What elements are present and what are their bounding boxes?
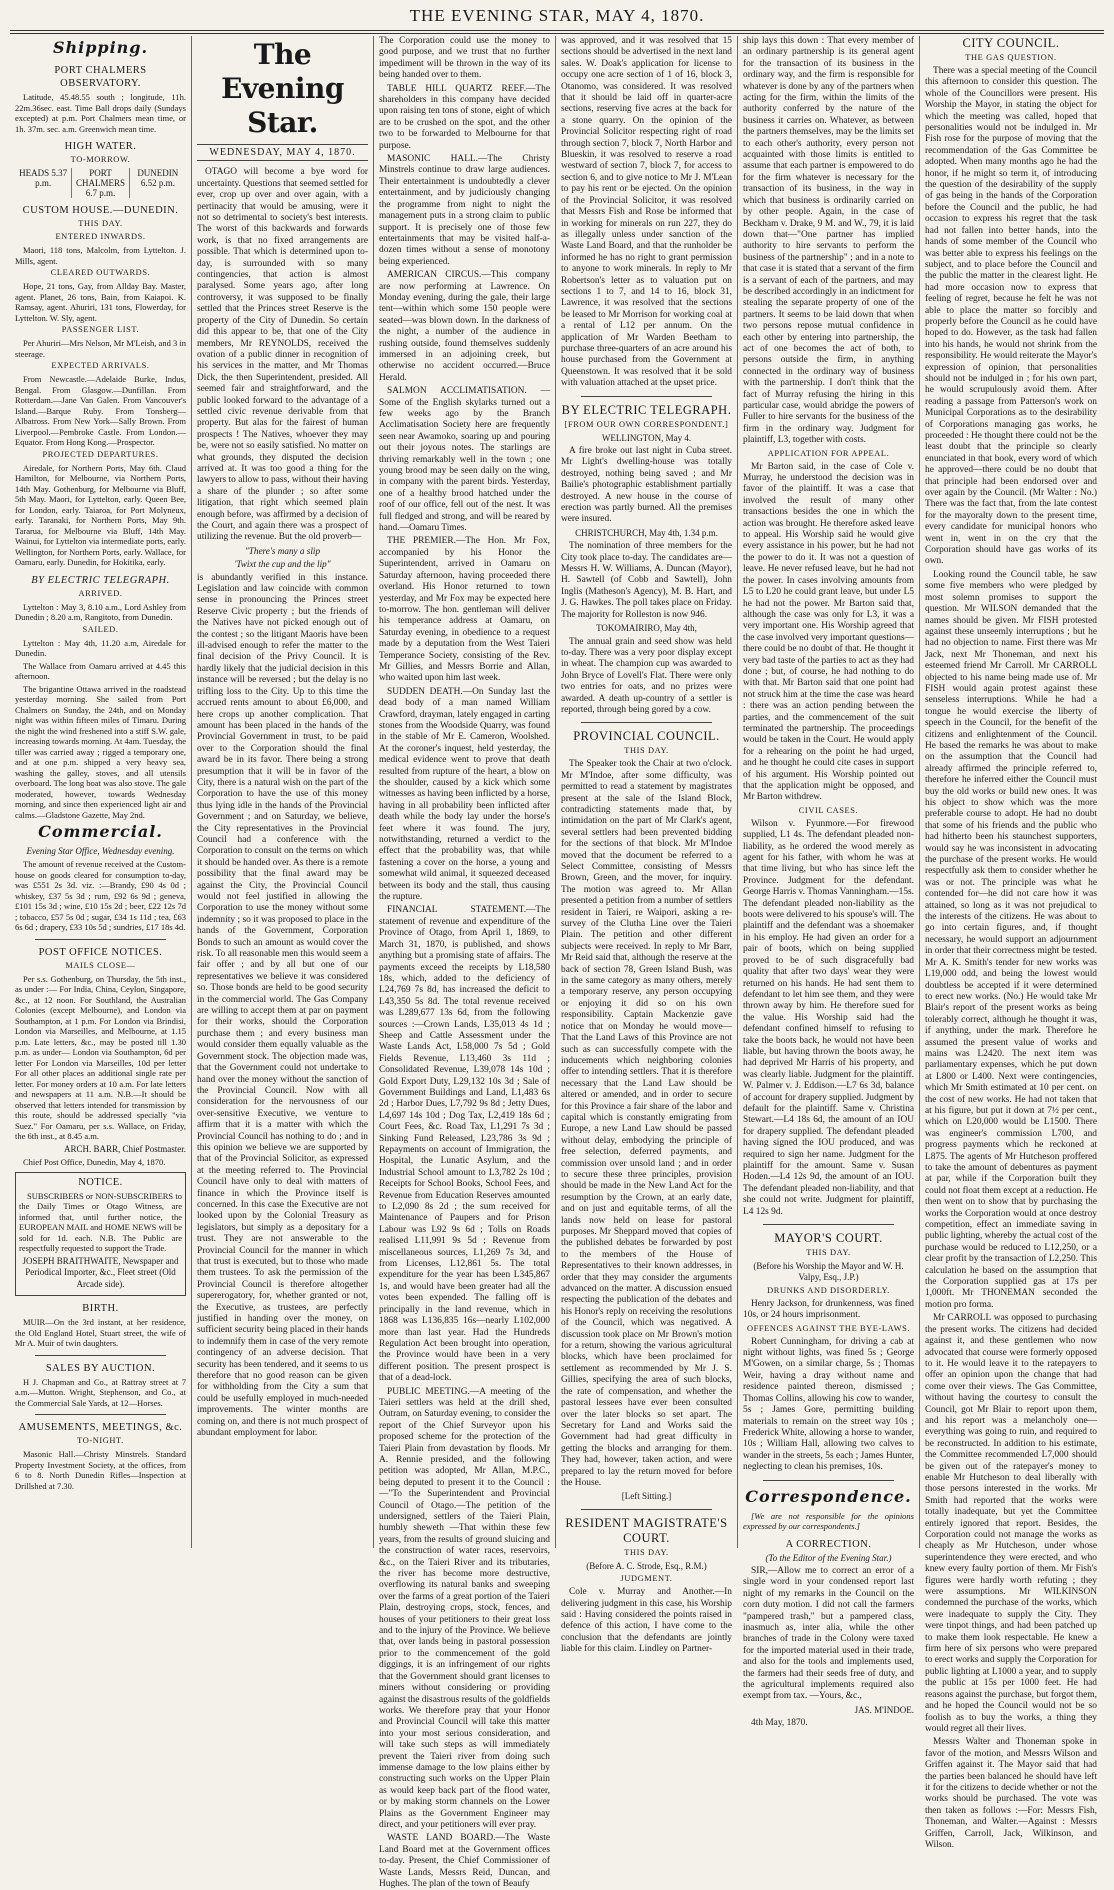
tomorrow-label: TO-MORROW. — [70, 155, 131, 164]
tide-heads: HEADS 5.37 p.m. — [15, 168, 72, 198]
mails-close: MAILS CLOSE— — [65, 960, 136, 970]
high-water-heading: HIGH WATER. — [64, 141, 137, 152]
correspondence-note: [We are not responsible for the opinions expressed by our correspondents.] — [743, 1510, 914, 1532]
letter-paragraph: SIR,—Allow me to correct an error of a single word in your condensed report last night of my remarks in the Council on the corn duty motion. I did not call the farmers "pampered trash," but a pampered class, inasmuch as, inter alia, while the other branches of trade in the Colony were taxed for the imported material used in their trade, and also for the tools and implements used, the farmers had their seeds free of duty, and the agricultural implements required also exempt from tax. —Yours, &c., — [743, 1565, 914, 1702]
council-paragraph: Messrs Walter and Thoneman spoke in favor of the motion, and Messrs Wilson and Griffen against it. The Mayor said that had the parties been balanced he should have left it for the citizens to decide whether or not the works should be purchased. The vote was then taken as follows :—For: Messrs Fish, Thoneman, and Walter.—Against : Messrs Griffen, Carroll, Jack, Wilkinson, and Wilson. — [925, 1737, 1097, 1850]
city-council-heading: CITY COUNCIL. — [962, 36, 1060, 50]
divider — [763, 1224, 894, 1225]
tide-dunedin: DUNEDIN 6.52 p.m. — [137, 168, 179, 188]
divider — [35, 1414, 166, 1415]
news-paragraph: The Corporation could use the money to good purpose, and we trust that no further impediment will be thrown in the way of its being handed over to them. — [379, 36, 550, 81]
divider — [35, 1355, 166, 1356]
birth-text: MUIR—On the 3rd instant, at her residence, the Old England Hotel, Stuart street, the wife of Mr A. Muir of twin daughters. — [15, 1317, 186, 1349]
auction-heading: SALES BY AUCTION. — [45, 1362, 156, 1374]
news-paragraph: was approved, and it was resolved that 15 sections should be advertised in the next land sales. W. Doak's application for license to occupy one acre section of 1 of 16, block 3, Otanomo, was considered. It was resolved that it should be laid off in quarter-acre sections, reserving five acres at the back for a stone quarry. On the opinion of the Provincial Solicitor respecting right of road through section 7, block 7, North Harbor and Blueskin, it was resolved to reserve a road westward of section 7, block 7, for access to section 6, and to give notice to Mr J. M'Lean to pay his rent or be ejected. On the opinion of the Provincial Solicitor, it was resolved that Messrs Fish and Rose be informed that in working for minerals on run 227, they do as illegally unless under sanction of the Waste Land Board, and that the runholder be informed he has no right to grant permission to anyone to work minerals. In reply to Mr Robertson's letter as to valuation put on sections 1 to 7, and 14 to 16, block 31, Lawrence, it was resolved that the sections be leased to Mr Morrison for working coal at a rental of L12 per annum. On the application of Mr Warden Beetham to purchase three-quarters of an acre around his house purchased from the Government at Queenstown. It was resolved that it be sold with valuation attached at the upset price. — [561, 36, 732, 389]
column-news — [374, 36, 556, 1889]
commercial-text: The amount of revenue received at the Custom-house on goods cleared for consumption to-day, was £551 2s 3d. viz. :—Brandy, £90 4s 0d ; whiskey, £37 5s 3d ; rum, £92 6s 9d ; geneva, £101 15s 3d ; wine, £10 15s 2d ; beer, £22 12s 7d ; tobacco, £57 5s 0d ; sugar, £34 1s 11d ; tea, £63 6s 6d ; drapery, £33 10s 5d ; sundries, £17 18s 4d. — [15, 859, 186, 933]
appeal-heading: APPLICATION FOR APPEAL. — [767, 448, 890, 458]
expected-heading: EXPECTED ARRIVALS. — [51, 361, 150, 370]
proverb-line: 'Twixt the cup and the lip" — [234, 559, 331, 570]
ottawa-text: The brigantine Ottawa arrived in the roadstead yesterday morning. She sailed from Port Chalmers on Sunday, the 24th, and on Monday night was within fifteen miles of Timaru. During the night the wind freshened into a stiff S.W. gale, increasing towards morning. At 4am. Tuesday, the tiller was carried away ; rigged a temporary one, and at one p.m. shipped a very heavy sea, washing the galley, stoves, and all utensils overboard. The long boat was also stove. The gale moderated, however, towards Wednesday morning, and since then experienced light air and calms.—Gladstone Gazette, May 2nd. — [15, 683, 186, 820]
news-paragraph: AMERICAN CIRCUS.—This company are now performing at Lawrence. On Monday evening, during the gale, their large tent—within which some 150 people were seated—was blown down. In the darkness of the night, a number of the audience in rushing outside, found themselves suddenly immersed in an adjoining creek, but otherwise no accident occurred.—Bruce Herald. — [379, 270, 550, 383]
rm-day: THIS DAY. — [624, 1547, 669, 1557]
notice-text: SUBSCRIBERS or NON-SUBSCRIBERS to the Daily Times or Otago Witness, are informed that, until further notice, the EUROPEAN MAIL and HOME NEWS will be sold for 1d. each. N.B. The Public are respectfully requested to support the Trade. — [19, 1190, 182, 1254]
correspondence-heading: Correspondence. — [745, 1486, 912, 1506]
customs-heading: CUSTOM HOUSE.—DUNEDIN. — [22, 205, 179, 216]
amusements-heading: AMUSEMENTS, MEETINGS, &c. — [18, 1422, 183, 1434]
tide-port-chalmers: PORT CHALMERS 6.7 p.m. — [72, 168, 129, 198]
editorial-paragraph: OTAGO will become a bye word for uncertainty. Questions that seemed settled for ever, crop up over and over again, with a pertinacity that would be amusing, were it not so detrimental to society's best interests. The worst of this backwards and forwards work, is that no fixed arrangements are possible. That which is determined upon to-day, is surrounded with so many contingencies, that action is almost paralysed. Some years ago, after long controversy, it was supposed to be finally settled that the Princes street Reserve is the property of the City of Dunedin. So certain did this appear to be, that one of the City members, Mr REYNOLDS, received the ovation of a public dinner in recognition of his services in the matter, and Mr Thomas Dick, the then Superintendent, presided. All seemed fair and straightforward, and the public looked forward to the advantage of a settled civic revenue derivable from that property. But alas for the fairest of human prospects ! The Natives, whoever they may be, were not so easily satisfied. No matter on what grounds, they disputed the decision arrived at. It was too good a thing for the lawyers to allow to pass, without their having a share of the plunder ; so after some litigation, that right which seemed plain enough before, was affirmed by a decision of the Court, and again there was a prospect of utilizing the revenue. But the old proverb— — [197, 167, 368, 543]
news-paragraph: FINANCIAL STATEMENT.—The statement of revenue and expenditure of the Province of Otago, from April 1, 1869, to March 31, 1870, is published, and shows anything but a promising state of affairs. The payments exceed the receipts by L18,580 18s, which, added to the deficiency of L24,769 7s 8d, has increased the deficit to L43,350 5s 8d. The total revenue received was L289,677 13s 6d, from the following sources :—Crown Lands, L35,013 4s 1d ; Sheep and Cattle Assessment under the Waste Lands Act, L58,000 7s 5d ; Gold Fields Revenue, L13,460 3s 11d ; Consolidated Revenue, L39,078 14s 10d ; Gold Export Duty, L29,132 10s 3d ; Sale of Government Buildings and Land, L1,483 6s 2d ; Harbor Dues, L7,792 9s 8d ; Jetty Dues, L4,697 14s 10d ; Dog Tax, L2,419 18s 6d ; Court Fees, &c. Road Tax, L1,291 7s 3d ; Sinking Fund Released, L23,786 3s 9d ; Repayments on account of Immigration, the Hospital, the Lunatic Asylum, and the Industrial School amount to L3,782 2s 10d ; Receipts for School Books, School Fees, and Revenue from Education Reserves amounted to L2,090 8s 2d ; the sum received for Maintenance of Paupers and for Prison Labour was L92 9s 6d ; Tolls on Roads realised L11,991 9s 5d ; Revenue from miscellaneous sources, L1,269 7s 3d, and from Licenses, L12,861 5s. The total expenditure for the year has been L345,867 1s, and would have been greater had all the votes been expended. The falling off is principally in the land revenue, which in 1868 was L136,835 16s—nearly L102,000 more than last year. Had the Hundreds Regulation Act been brought into operation, the Province would have been in a very different position. The present prospect is that of a dead-lock. — [379, 905, 550, 1384]
cleared-text: Hope, 21 tons, Gay, from Allday Bay. Master, agent. Planet, 26 tons, Bain, from Kaiapoi. K. Ramsay, agent. Ahuriri, 131 tons, Flowerday, for Lyttelton. W. Sly, agent. — [15, 281, 186, 323]
judgment-heading: JUDGMENT. — [620, 1574, 673, 1584]
telegraph-paragraph: A fire broke out last night in Cuba street. Mr Light's dwelling-house was totally destroyed, nothing being saved ; and Mr Bailie's photographic establishment partially destroyed. A new house in the course of erection was partly burned. All the premises were insured. — [561, 446, 732, 525]
column-editorial — [192, 36, 374, 1548]
amusements-text: Masonic Hall.—Christy Minstrels. Standard Property Investment Society, at the offices, from 6 to 8. North Dunedin Rifles—Inspection at Drillshed at 7.30. — [15, 1449, 186, 1491]
court-paragraph: Cole v. Murray and Another.—In delivering judgment in this case, his Worship said : Having considered the points raised in defence of this action, I have come to the conclusion that the defendants are jointly liable for this claim. Lindley on Partner- — [561, 1587, 732, 1655]
news-paragraph: PUBLIC MEETING.—A meeting of the Taieri settlers was held at the drill shed, Outram, on Saturday evening, to consider the report of the Chief Surveyor upon his proposed scheme for the protection of the Taieri Plain from devastation by floods. Mr A. Rennie presided, and the following petition was adopted, Mr Allan, M.P.C., being deputed to present it to the Council :—"To the Superintendent and Provincial Council of Otago.—The petition of the undersigned, settlers of the Taieri Plain, humbly sheweth —That within these few years, from the results of ground sluicing and the construction of water races, reservoirs, &c., on the Taieri River and its tributaries, the river has become more destructive, overflowing its natural banks and sweeping over the farms of a great portion of the Taieri Plain, destroying crops, stock, fences, and houses of your petitioners to their great loss and to the injury of the Province. We believe that, over lands being in pastoral possession prior to the commencement of the gold diggings, it is an infringement of our rights that the Government should grant licenses to miners without considering or providing against the disastrous results of the goldfields works. We therefore pray that your Honor and Provincial Council will take this matter into your most serious consideration, and will take such steps as will immediately prevent the Taieri river from doing such immense damage to the low plains either by constructing such works on the Upper Plain as would keep back part of the flood water, or by making storm channels on the Lower Plains as the Government Engineer may direct, and your petitioners will ever pray. — [379, 1386, 550, 1830]
divider — [581, 1509, 712, 1510]
divider — [35, 939, 166, 940]
court-paragraph: Wilson v. Fyunmore.—For firewood supplied, L1 4s. The defendant pleaded non-liability, as he ordered the wood merely as agent for his father, with whom he was at that time living, but who has since left the Province. Judgment for the defendant. George Harris v. Thomas Vanningham.—15s. The defendant pleaded non-liability as the boots were delivered to his spouse's will. The plaintiff and the defendant was a shoemaker in his employ. He had given an order for a pair of boots, which on being supplied proved to be of such disgracefully bad quality that after two days' wear they were returned on his hands. He had sent them to defendant to let him see them, and they were thrown away by him. He therefore sued for the value. His Worship said had the defendant confined himself to refusing to take the boots back, he would not have been liable, but having thrown the boots away, he had deprived Mr Harris of his property, and was clearly liable. Judgment for the plaintiff. W. Palmer v. J. Eddison.—L7 6s 3d, balance of account for drapery supplied. Judgment by default for the plaintiff. Same v. Christina Stewart.—L4 18s 6d, the amount of an IOU for drapery supplied. The defendant pleaded having signed the IOU produced, and was required to sign her name. Judgment for the plaintiff for the amount. Same v. Susan Hoden.—L4 12s 9d, the amount of an IOU. The defendant pleaded non-liability, and that she could not write. Judgment for plaintiff, L4 12s 9d. — [743, 818, 914, 1217]
passenger-heading: PASSENGER LIST. — [61, 325, 140, 334]
telegraph-paragraph: The annual grain and seed show was held to-day. There was a very poor display except in wheat. The champion cup was awarded to John Bryce of Lovell's Flat. There were only two entries for oats, and no prizes were awarded. A death up-country of a settler is reported, through being gored by a cow. — [561, 636, 732, 715]
civil-heading: CIVIL CASES. — [798, 805, 859, 815]
editorial-date: WEDNESDAY, MAY 4, 1870. — [197, 144, 368, 161]
customs-day: THIS DAY. — [78, 219, 123, 228]
news-paragraph: MASONIC HALL.—The Christy Minstrels continue to draw large audiences. Their entertainment is undoubtedly a clever entertainment, and by judiciously changing the programme from night to night the management puts in a strong claim to public support. It is precisely one of those few entertainments that may be visited half-a-dozen times without a sense of monotony being experienced. — [379, 154, 550, 267]
auction-text: H J. Chapman and Co., at Rattray street at 7 a.m.—Mutton. Wright, Stephenson, and Co., at the Commercial Sale Yards, at 12—Horses. — [15, 1376, 186, 1408]
rm-before: (Before A. C. Strode, Esq., R.M.) — [586, 1560, 707, 1571]
proverb-line: "There's many a slip — [244, 545, 321, 556]
news-paragraph: WASTE LAND BOARD.—The Waste Land Board met at the Government offices to-day. Present, the Chief Commissioner of Waste Lands, Messrs Reid, Duncan, and Hughes. The plan of the town of Beaufy — [379, 1833, 550, 1889]
divider — [763, 1480, 894, 1481]
mayors-court-heading: MAYOR'S COURT. — [774, 1231, 883, 1246]
court-paragraph: Henry Jackson, for drunkenness, was fined 10s, or 24 hours imprisonment. — [743, 1298, 914, 1321]
projected-text: Airedale, for Northern Ports, May 6th. Claud Hamilton, for Melbourne, via Northern Ports, 14th May. Gothenburg, for Melbourne via Bluff, 5th May. Maori, for Lyttelton, early. Queen Bee, for London, early. Taiaroa, for Port Molyneux, early. Taranaki, for Northern Ports, May 9th. Tararua, for Melbourne via Bluff, 14th May. Wainui, for Lyttelton via intermediate ports, early. Wellington, for Northern Ports, early. Wallace, for Oamaru, early. Dunedin, for Hokitika, early. — [15, 462, 186, 567]
divider — [581, 396, 712, 397]
dateline-wellington: WELLINGTON, May 4. — [601, 432, 692, 443]
tonight-label: TO-NIGHT. — [77, 1436, 124, 1446]
provincial-council-heading: PROVINCIAL COUNCIL. — [573, 729, 720, 744]
notice-heading: NOTICE. — [78, 1176, 123, 1188]
left-sitting: [Left Sitting.] — [621, 1491, 672, 1502]
entered-heading: ENTERED INWARDS. — [55, 232, 146, 241]
post-heading: POST OFFICE NOTICES. — [38, 946, 163, 958]
post-signature: ARCH. BARR, Chief Postmaster. — [63, 1143, 186, 1154]
electric-heading: BY ELECTRIC TELEGRAPH. — [31, 574, 170, 586]
masthead-rule — [10, 30, 1104, 31]
drunk-heading: DRUNKS AND DISORDERLY. — [767, 1285, 890, 1295]
sailed-text: Lyttelton : May 4th, 11.20 a.m, Airedale for Dunedin. — [15, 637, 186, 658]
rm-court-heading: RESIDENT MAGISTRATE'S COURT. — [565, 1515, 728, 1545]
entered-text: Maori, 118 tons, Malcolm, from Lyttelton. J. Mills, agent. — [15, 245, 186, 266]
dateline-christchurch: CHRISTCHURCH, May 4th, 1.34 p.m. — [575, 527, 718, 538]
wallace-text: The Wallace from Oamaru arrived at 4.45 this afternoon. — [15, 660, 186, 681]
column-council — [920, 36, 1102, 1850]
passenger-text: Per Ahuriri—Mrs Nelson, Mr M'Leish, and 3 in steerage. — [15, 338, 186, 359]
council-paragraph: Mr CARROLL was opposed to purchasing the present works. The citizens had decided against it, and these gentlemen who now advocated that course were formerly opposed to it. He would leave it to the ratepayers to offer an opinion upon the change that had come over their views. The Gas Committee, without having the courtesy to consult the Council, got Mr Blair to report upon them, and his report was a melancholy one—everything was going to ruin, and required to be reconstructed. In addition to his estimate, the Committee recommended L7,000 should be given out of the ratepayer's money to enable Mr Hutcheson to deal liberally with those persons interested in the works. Mr Smith had reported that the works were totally inadequate, but yet the Committee entirely ignored that report. Besides, the Corporation could not manage the works as cheaply as Mr Hutcheson, under whose superintendence they were erected, and who knew every faulty portion of them. Mr Fish's figures were hardly worth refuting ; they were assumptions. Mr WILKINSON condemned the purchase of the works, which were inadequate to supply the City. They were tinpot things, and had been patched up to make them look respectable. He knew a firm here of six persons who were prepared to erect works and supply the Corporation for public lighting at L1000 a year, and to supply the public at 15s per 1000 feet. He had reasons against the purchase, but forgot them, and he hoped the Council would not be so foolish as to buy the works, a thing they would regret all their lives. — [925, 1313, 1097, 1734]
letter-signature: JAS. M'INDOE. — [854, 1704, 914, 1715]
provincial-day: THIS DAY. — [624, 746, 669, 756]
arrived-heading: ARRIVED. — [78, 588, 123, 598]
observatory-heading: PORT CHALMERS OBSERVATORY. — [54, 65, 147, 89]
mayor-day: THIS DAY. — [806, 1248, 851, 1258]
notice-signature: JOSEPH BRAITHWAITE, Newspaper and Periodical Importer, &c., Fleet street (Old Arcade side). — [22, 1255, 179, 1289]
council-paragraph: The Speaker took the Chair at two o'clock. Mr M'Indoe, after some difficulty, was permitted to read a statement by magistrates present at the sale of the Island Block, contradicting statements made that, by intimidation on the part of Mr Clark's agent, several settlers had been prevented bidding for the sections of that block. Mr M'Indoe moved that the document be referred to a Select Committee, consisting of Messrs Brown, Green, and the mover, for inquiry. The motion was agreed to. Mr Allan presented a petition from a number of settlers resident in Taieri, re Waipori, asking a re-survey of the Clutha Line over the Taieri Plain. The petition and other different subjects were received. In reply to Mr Barr, Mr Reid said that, although the reserve at the back of section 78, Green Island Bush, was in the same category as many others, merely a temporary reserve, any person occupying or enjoying it did so on his own responsibility. Captain Mackenzie gave notice that on Monday he would move—That the Land Laws of this Province are not such as can successfully compete with the inducements which neighboring colonies offer to intending settlers. That it is therefore necessary that the Land Law should be altered or amended, and in order to secure for this Province a fair share of the labor and capital which is constantly emigrating from Europe, a new Land Law should be passed without delay, embodying the principle of free selection, deferred payments, and commission over unsold land ; and in order to secure these three principles, provision should be made in the New Land Act for the resumption by the Crown, at an early date, and on just and equitable terms, of all the lands now held on lease for pastoral purposes. Mr Sheppard moved that copies of the published debates be forwarded by post to the members of the House of Representatives to their known addresses, in order that they may consider the arguments advanced on the matter. A discussion ensued respecting the publication of the debates and his Honor's reply on receiving the resolutions of the Council, which was negatived. A discussion took place on Mr Brown's motion for a return, showing the various agricultural blocks, which have been proclaimed for settlement as recommended by Mr J. S. Gillies, specifying the area of such blocks, the rate of compensation, and whether the pastoral lessees have ever been consulted over the later blocks so set apart. The Secretary for Land and Works said the Government had had great difficulty in getting the blocks and arranging for them. They had, however, taken action, and were prepared to lay the return moved for before the House. — [561, 759, 732, 1488]
column-shipping — [10, 36, 192, 1548]
news-paragraph: SALMON ACCLIMATISATION. — Some of the English skylarks turned out a few weeks ago by the Branch Acclimatisation Society here are frequently seen near Awamoko, soaring up and pouring out their joyous notes. The starlings are thriving remarkably well in the town ; one young brood may be seen daily on the wing, in company with the parent birds. Yesterday, one of a healthy brood hatched under the roof of our office, fell out of the nest. It was full fledged and strong, and will be reared by hand.—Oamaru Times. — [379, 386, 550, 534]
editorial-paragraph: is abundantly verified in this instance. Legislation and law coincide with common sense in pronouncing the Princes street Reserve Civic property ; but the friends of the Natives have not picked enough out of the contest ; so the litigant Maoris have been ill-advised enough to refer the matter to the final decision of the Privy Council. It is hardly likely that the judicial decision in this instance will be reversed ; but the delay is no trifling loss to the City. Up to this time the accrued rents amount to about £6,000, and here crops up another complication. That amount has been placed in the hands of the Provincial Government in trust, to be paid over to the Corporation should the final award be in its favor. There being a strong presumption that it will be in favor of the City, there is a natural wish on the part of the Corporation to have the use of this money thus lying idle in the hands of the Provincial Government ; and on Saturday, we believe, the City representatives in the Provincial Council had a conference with the Corporation to consult on the terms on which it should be handed over. As there is a remote possibility that the final award may be against the City, the Provincial Council would not feel justified in allowing the Corporation to use the money without some indemnity ; so it was proposed to place in the hands of the Government, Corporation Bonds to such an amount as would cover the risk. To all reasonable men this would seem a fair offer ; and by all but one of our representatives we believe it was considered so. Those bonds are held to be good security in the commercial world. The Gas Company are willing to accept them at par on payment for their works, should the Corporation purchase them ; and every business man would consider them equally valuable as the Government stock. The objection made was, that the Government could not undertake to hand over the money without the sanction of the Provincial Council. Now with all consideration for the nervousness of our over-sensitive Executive, we venture to affirm that it is a matter with which the Provincial Council has nothing to do ; and in this opinion we believe we are supported by that of the Provincial Solicitor, as expressed at the meeting referred to. The Provincial Council have only to deal with matters of finance in which the Province itself is concerned. In this case the Executive are not looked upon by the Colonial Treasury as legislators, but simply as a depositary for a trust. They are not answerable to the Provincial Council for the manner in which that trust is executed, but to those who made them trustees. To ask the permission of the Provincial Council is therefore altogether supererogatory, for, whether granted or not, the Executive, as trustees, are perfectly justified in handing over the money, on sufficient security being placed in their hands to indemnify them in case of the very remote contingency of an adverse decision. That security has been tendered, and it seems to us therefore that no good reason can be given for withholding from the City a sum that could be usefully employed in much-needed improvements. The winter months are coming on, and there is not much prospect of abundant employment for labor. — [197, 572, 368, 1439]
paper-title: The Evening Star. — [221, 38, 344, 139]
observatory-text: Latitude, 45.48.55 south ; longitude, 11h. 22m.36sec. east. Time Ball drops daily (Sundays excepted) at p.m. Port Chalmers mean time, or 1h. 37m. sec. a.m. Greenwich mean time. — [15, 92, 186, 134]
court-paragraph: Mr Barton said, in the case of Cole v. Murray, he understood the decision was in favor of the plaintiff. It was a case that involved the result of many other transactions besides the one in which the action was brought. He therefore asked leave to appeal. His Worship said he would give every assistance in his power, but he had not the power to do it. It was not a question of leave. He never refused leave, but he had not the power. In cases involving amounts from L5 to L20 he could grant leave, but under L5 he had not the power. Mr Barton said that, although the case was only for L3, it was a very important one. His Worship agreed that the case involved very important questions—there could be no doubt of that. He thought it very bad taste of the parties to act as they had done ; but, of course, he had nothing to do with that. Mr Barton said that one point had not struck him at the time the case was heard : there was an action pending between the parties, and the commencement of the suit terminated the partnership. The proceedings would be taken in the Court. He would apply for a rehearing on the point he had urged, and he thought he could cite cases in support of his argument. His Worship pointed out that the application might be opposed, and Mr Barton withdrew. — [743, 461, 914, 803]
correction-heading: A CORRECTION. — [785, 1538, 872, 1550]
post-date: Chief Post Office, Dunedin, May 4, 1870. — [23, 1157, 166, 1168]
shipping-heading: Shipping. — [52, 38, 149, 57]
news-paragraph: SUDDEN DEATH.—On Sunday last the dead body of a man named William Crawford, drayman, lately engaged in carting stones from the Woodside Quarry, was found in the stable of Mr E. Cameron, Woolshed. At the coroner's inquest, held yesterday, the medical evidence went to prove that death resulted from rupture of the heart, a blow on the shoulder, caused by a kick which some witnesses as having been inflicted by a horse, having in all probability been inflicted after death while the body lay under the horse's feet where it was found. The jury, notwithstanding, returned a verdict to the effect that the probability was, that while fastening a cover on the horse, a young and somewhat wild animal, it squeezed deceased between its body and the stall, thus causing the rupture. — [379, 686, 550, 903]
columns — [10, 36, 1104, 1889]
projected-heading: PROJECTED DEPARTURES. — [42, 449, 159, 459]
council-paragraph: Looking round the Council table, he saw some five members who were pledged by most solemn promises to support the question. Mr WILSON demanded that the names should be given. Mr FISH protested against these unseemly interruptions ; but he had no objection to name. First there was Mr Jack, next Mr Thoneman, and next his esteemed friend Mr Carroll. Mr CARROLL objected to his name being made use of. Mr FISH would again protest against these senseless interruptions. While he had a tongue he would exercise the liberty of speech in the Council, for the benefit of the citizens and enlightenment of the Council. He based the remarks he was about to make on the assumption that the Council had already affirmed the principle referred to, therefore he inferred either the Council must buy the old works or build new ones. It was his object to show which was the more preferable course to adopt. He had no doubt that some of his friends and the public who had hitherto been his staunchest supporters, would say he was inconsistent in advocating the purchase of the present works. He would respectfully ask them to consider whether he was or not. The principle was what he contended for—he did not care how it was attained, so long as it was not prejudical to the interests of the citizens. He was about to go into certain figures, and, if thought necessary, he would support an adjournment in order that their correctness might be tested. Mr A. K. Smith's tender for new works was L19,000 odd, and being the lowest would doubtless be accepted if it were determined to erect new works. (No.) He would take Mr Blair's report of the present works as being tolerably correct, although he thought it was, if anything, under the mark. Therefore he assumed the present value of works and mains was L2420. The next item was parliamentary expenses, which he put down at L800 or L400. Next were contingencies, which Mr Smith estimated at 10 per cent. on the cost of new works. He had not taken that at his figure, but put it down at 7½ per cent., which on L20,000 would be L1500. There was engineer's commission L700, and progress payments which he reckoned at L875. The agents of Mr Hutcheson proffered to take the amount of debentures as payment at par, while if the Corporation built they could not float them except at a reduction. He then went on to show that by purchasing the works the Corporation would at once destroy competition, effect an immediate saving in public lighting, whereby the actual cost of the purchase would be reduced to L12,250, or a clear profit by the transaction of L2,250. This calculation he based on the assumption that the Corporation supplied gas at 17s per 1,000ft. Mr THONEMAN seconded the motion pro forma. — [925, 569, 1097, 1310]
letter-date: 4th May, 1870. — [751, 1718, 808, 1729]
court-paragraph: Robert Cunningham, for driving a cab at night without lights, was fined 5s ; George M'Gowen, on a similar charge, 5s ; Thomas Weir, having a dray without name and residence painted thereon, dismissed ; Thomas Collins, allowing his cow to wander, 5s ; James Gore, permitting building materials to remain on the street way 10s ; Frederick White, allowing a horse to wander, 10s ; William Hall, allowing two calves to wander in the streets, 5s each ; James Hunter, neglecting to clean his premises, 10s. — [743, 1336, 914, 1473]
own-correspondent: [FROM OUR OWN CORRESPONDENT.] — [564, 419, 729, 429]
expected-text: From Newcastle.—Adelaide Burke, Indus, Bengal. From Glasgow.—Dunfillan. From Rotterdam.—Jane Van Galen. From Vancouver's Island.—Barque Ruby. From Tonsberg—Albatross. From New York—Sally Brown. From Liverpool.—Pembroke Castle. From London.—Equator. From Hong Kong.—Prospector. — [15, 374, 186, 447]
mayor-before: (Before his Worship the Mayor and W. H. Valpy, Esq., J.P.) — [753, 1261, 904, 1283]
news-paragraph: TABLE HILL QUARTZ REEF.—The shareholders in this company have decided upon raising ten tons of stone, eight of which are to be crushed on the spot, and the other two to be forwarded to Melbourne for that purpose. — [379, 83, 550, 151]
divider — [581, 722, 712, 723]
commercial-heading: Commercial. — [38, 822, 163, 841]
commercial-office: Evening Star Office, Wednesday evening. — [26, 846, 175, 856]
court-paragraph: ship lays this down : That every member of an ordinary partnership is its general agent for the transaction of its business in the ordinary way, and the firm is responsible for whatever is done by any of the partners when acting for the firm, within the limits of the authority conferred by the nature of the business it carries on. Whatever, as between the partners themselves, may be the limits set to each other's authority, every person not acquainted with those limits is entitled to assume that each partner is empowered to do for the firm whatever is necessary for the transaction of its business, in the way in which that business is ordinarily carried on by other people. Again, in the case of Beckham v. Drake, 9 M. and W., 79, it is laid down that—"One partner has implied authority to hire servants to perform the business of the partnership" ; and in a note to that case it is stated that a servant of the firm is a servant of each of the partners, and may be described accordingly in an indictment for stealing the separate property of one of the partners. It seems to be laid down that when two persons repose mutual confidence in each other by entering into partnership, the act of one becomes the act of both, to persons outside the firm, in anything connected in the ordinary way of business with the partnership. I don't think that the fact of Murray refusing the hiring in this particular case, would abridge the powers of Fuller to hire servants for the business of the firm in the ordinary way. Judgment for plaintiff, L3, together with costs. — [743, 36, 914, 446]
post-text: Per s.s. Gothenburg, on Thursday, the 5th inst., as under :— For India, China, Ceylon, Singapore, &c., at 12 noon. For Southland, the Australian Colonies (except Melbourne), and London via Southampton, at 1 p.m. For London via Brindisi, London via Marseilles, and Melbourne, at 1.15 p.m. Late letters, &c., may be posted till 1.30 p.m. as under— London via Southampton, 6d per letter For London via Marseilles, 10d per letter For all other places an additional single rate per letter. For money orders at 10 a.m. For late letters and newspapers at 11 a.m. N.B.—It should be observed that letters intended for transmission by this route, should be addressed specially "via Suez." For Oamaru, per s.s. Wallace, on Friday, the 6th inst., at 8.45 a.m. — [15, 973, 186, 1142]
telegraph-paragraph: The nomination of three members for the City took place to-day. The candidates are—Messrs H. W. Williams, A. Duncan (Mayor), H. Sawtell (of Cobb and Sawtell), John Inglis (Matheson's Agency), M. B. Hart, and J. G. Hawkes. The poll takes place on Friday. The majority for Rolleston is now 946. — [561, 541, 732, 620]
sailed-heading: SAILED. — [82, 624, 119, 634]
council-paragraph: There was a special meeting of the Council this afternoon to consider this question. The whole of the Councillors were present. His Worship the Mayor, in stating the object for which the meeting was called, hoped that personalities would not be indulged in. Mr Fish rose for the purpose of moving that the recommendation of the Gas Committee be adopted. When many months ago he had the honor, if he might so term it, of introducing the question of the desirability of the supply of gas being in the hands of the Corporation before the Council and the public, he had occasion to express his regret that the task had not fallen into better hands, into the hands of some member of the Council who was better able to express his feelings on the subject, and to place before the Council and the public the matter in the clearest light. He had more occasion now to express that feeling of regret, because he felt he was not able to place the matter so forcibly and properly before the Council as he could have hoped to do. However, as the task had fallen into his hands, he would not shrink from the responsibility. He would reiterate the Mayor's expression of opinion, that personalities should not be indulged in ; for his own part, he would scrupulously avoid them. After reading a passage from Patterson's work on Municipal Corporations as to the desirability of Corporations managing gas works, he proceeded : He thought there could not be the least doubt that the principle so clearly enunciated in that book, every word of which he approved—there could be no doubt that that principle had been endorsed over and over again by the Council. (Mr Walter : No.) There was the fact that, from the late contest for the mayoralty down to the present time, every candidate for municipal honors who went in, went in on the cry that the Corporation should have gas works of its own. — [925, 66, 1097, 567]
masthead-rule-2 — [10, 33, 1104, 34]
cleared-heading: CLEARED OUTWARDS. — [50, 268, 151, 277]
telegraph-heading: BY ELECTRIC TELEGRAPH. — [561, 402, 732, 417]
page-masthead: THE EVENING STAR, MAY 4, 1870. — [409, 6, 705, 25]
tide-table — [15, 168, 186, 198]
arrived-text: Lyttelton : May 3, 8.10 a.m., Lord Ashley from Dunedin ; 8.20 a.m, Rangitoto, from Dunedin. — [15, 601, 186, 622]
column-telegraph — [556, 36, 738, 1655]
birth-heading: BIRTH. — [82, 1303, 119, 1315]
column-court — [738, 36, 920, 1729]
to-editor: (To the Editor of the Evening Star.) — [765, 1552, 892, 1563]
byelaws-heading: OFFENCES AGAINST THE BYE-LAWS. — [746, 1323, 911, 1333]
news-paragraph: THE PREMIER.—The Hon. Mr Fox, accompanied by his Honor the Superintendent, arrived in Oamaru on Saturday afternoon, having proceeded there overland. His Honor returned to town yesterday, and Mr Fox may be expected here to-morrow. The hon. gentleman will deliver his temperance address at Oamaru, on Saturday evening, in obedience to a request made by a deputation from the West Taieri Temperance Society, consisting of the Rev. Mr Gillies, and Messrs Borrie and Allan, who waited upon him last week. — [379, 536, 550, 684]
dateline-tokomairiro: TOKOMAIRIRO, May 4th, — [596, 623, 697, 634]
gas-question-heading: THE GAS QUESTION. — [965, 53, 1057, 62]
notice-advert — [15, 1172, 186, 1296]
